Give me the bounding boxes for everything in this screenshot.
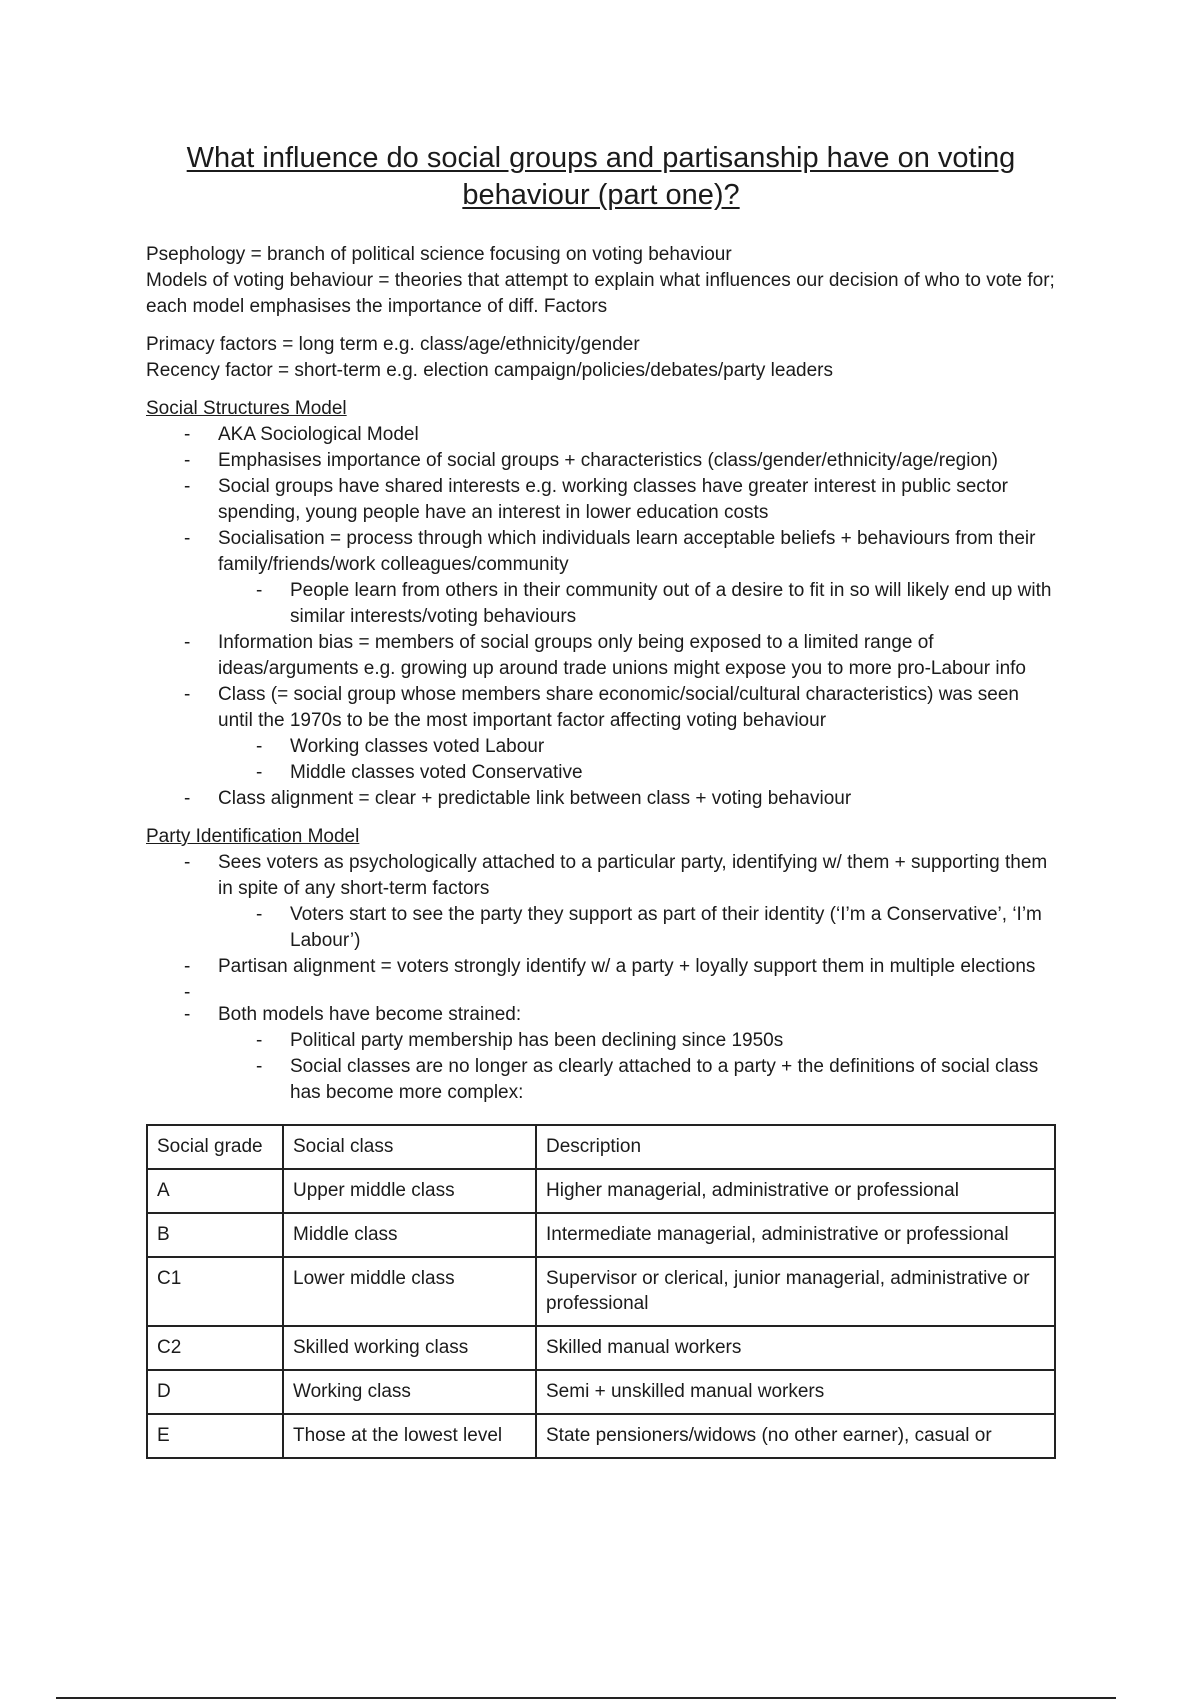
table-cell: C2 [147, 1326, 283, 1370]
social-structures-heading: Social Structures Model [146, 398, 347, 419]
list-item: - AKA Sociological Model [146, 422, 1056, 448]
sub-list-item: - Working classes voted Labour [218, 734, 1056, 760]
table-cell: Upper middle class [283, 1169, 536, 1213]
list-item-text: Sees voters as psychologically attached to a particular party, identifying w/ them + supporting them in spite of any short-term factors [218, 852, 1048, 899]
party-identification-heading: Party Identification Model [146, 826, 360, 847]
page-title [146, 140, 1056, 214]
table-header-cell: Description [536, 1125, 1055, 1169]
party-identification-list [146, 850, 1056, 1106]
document-page [146, 140, 1056, 1459]
recency-factor: Recency factor = short-term e.g. election campaign/policies/debates/party leaders [146, 360, 833, 381]
table-cell: Intermediate managerial, administrative or professional [536, 1213, 1055, 1257]
table-cell: B [147, 1213, 283, 1257]
social-grade-table [146, 1124, 1056, 1459]
sub-list-item: - Middle classes voted Conservative [218, 760, 1056, 786]
list-item: - Partisan alignment = voters strongly identify w/ a party + loyally support them in multiple elections [146, 954, 1056, 980]
sub-list [218, 1028, 1056, 1106]
list-item [146, 682, 1056, 786]
page-bottom-divider [56, 1697, 1116, 1699]
sub-list [218, 578, 1056, 630]
title-line-1: What influence do social groups and partisanship have on voting [186, 142, 1016, 174]
table-cell: Middle class [283, 1213, 536, 1257]
list-item: - Class alignment = clear + predictable link between class + voting behaviour [146, 786, 1056, 812]
table-cell: Semi + unskilled manual workers [536, 1370, 1055, 1414]
table-header-cell: Social class [283, 1125, 536, 1169]
psephology-definition: Psephology = branch of political science focusing on voting behaviour [146, 244, 732, 265]
sub-list [218, 734, 1056, 786]
sub-list-item: - Social classes are no longer as clearly attached to a party + the definitions of social class has become more complex: [218, 1054, 1056, 1106]
table-row [147, 1213, 1055, 1257]
list-spacer [146, 980, 1056, 1002]
sub-list-item: - Political party membership has been declining since 1950s [218, 1028, 1056, 1054]
table-row [147, 1169, 1055, 1213]
table-cell: A [147, 1169, 283, 1213]
title-line-2: behaviour (part one)? [462, 179, 740, 211]
table-cell: Skilled manual workers [536, 1326, 1055, 1370]
table-cell: Higher managerial, administrative or professional [536, 1169, 1055, 1213]
table-cell: E [147, 1414, 283, 1458]
table-cell: Working class [283, 1370, 536, 1414]
table-cell: Those at the lowest level [283, 1414, 536, 1458]
sub-list-item: - Voters start to see the party they support as part of their identity (‘I’m a Conservative’, ‘I’m Labour’) [218, 902, 1056, 954]
table-cell: Skilled working class [283, 1326, 536, 1370]
table-row [147, 1370, 1055, 1414]
list-item-text: Both models have become strained: [218, 1004, 522, 1025]
list-item [146, 1002, 1056, 1106]
table-header-cell: Social grade [147, 1125, 283, 1169]
models-definition: Models of voting behaviour = theories that attempt to explain what influences our decision of who to vote for; each model emphasises the importance of diff. Factors [146, 270, 1055, 317]
list-item: - Information bias = members of social groups only being exposed to a limited range of ideas/arguments e.g. growing up around trade unions might expose you to more pro-Labour info [146, 630, 1056, 682]
list-item: - Social groups have shared interests e.g. working classes have greater interest in public sector spending, young people have an interest in lower education costs [146, 474, 1056, 526]
table-row [147, 1257, 1055, 1326]
table-cell: State pensioners/widows (no other earner), casual or [536, 1414, 1055, 1458]
list-item [146, 850, 1056, 954]
list-item: - Emphasises importance of social groups + characteristics (class/gender/ethnicity/age/region) [146, 448, 1056, 474]
table-cell: Supervisor or clerical, junior managerial, administrative or professional [536, 1257, 1055, 1326]
table-cell: Lower middle class [283, 1257, 536, 1326]
table-row [147, 1414, 1055, 1458]
list-item-text: Socialisation = process through which individuals learn acceptable beliefs + behaviours from their family/friends/work colleagues/community [218, 528, 1036, 575]
sub-list [218, 902, 1056, 954]
social-structures-list [146, 422, 1056, 812]
table-cell: C1 [147, 1257, 283, 1326]
sub-list-item: - People learn from others in their community out of a desire to fit in so will likely end up with similar interests/voting behaviours [218, 578, 1056, 630]
list-item [146, 526, 1056, 630]
table-row [147, 1326, 1055, 1370]
table-header-row [147, 1125, 1055, 1169]
primacy-factors: Primacy factors = long term e.g. class/age/ethnicity/gender [146, 334, 640, 355]
table-cell: D [147, 1370, 283, 1414]
list-item-text: Class (= social group whose members share economic/social/cultural characteristics) was seen until the 1970s to be the most important factor affecting voting behaviour [218, 684, 1019, 731]
